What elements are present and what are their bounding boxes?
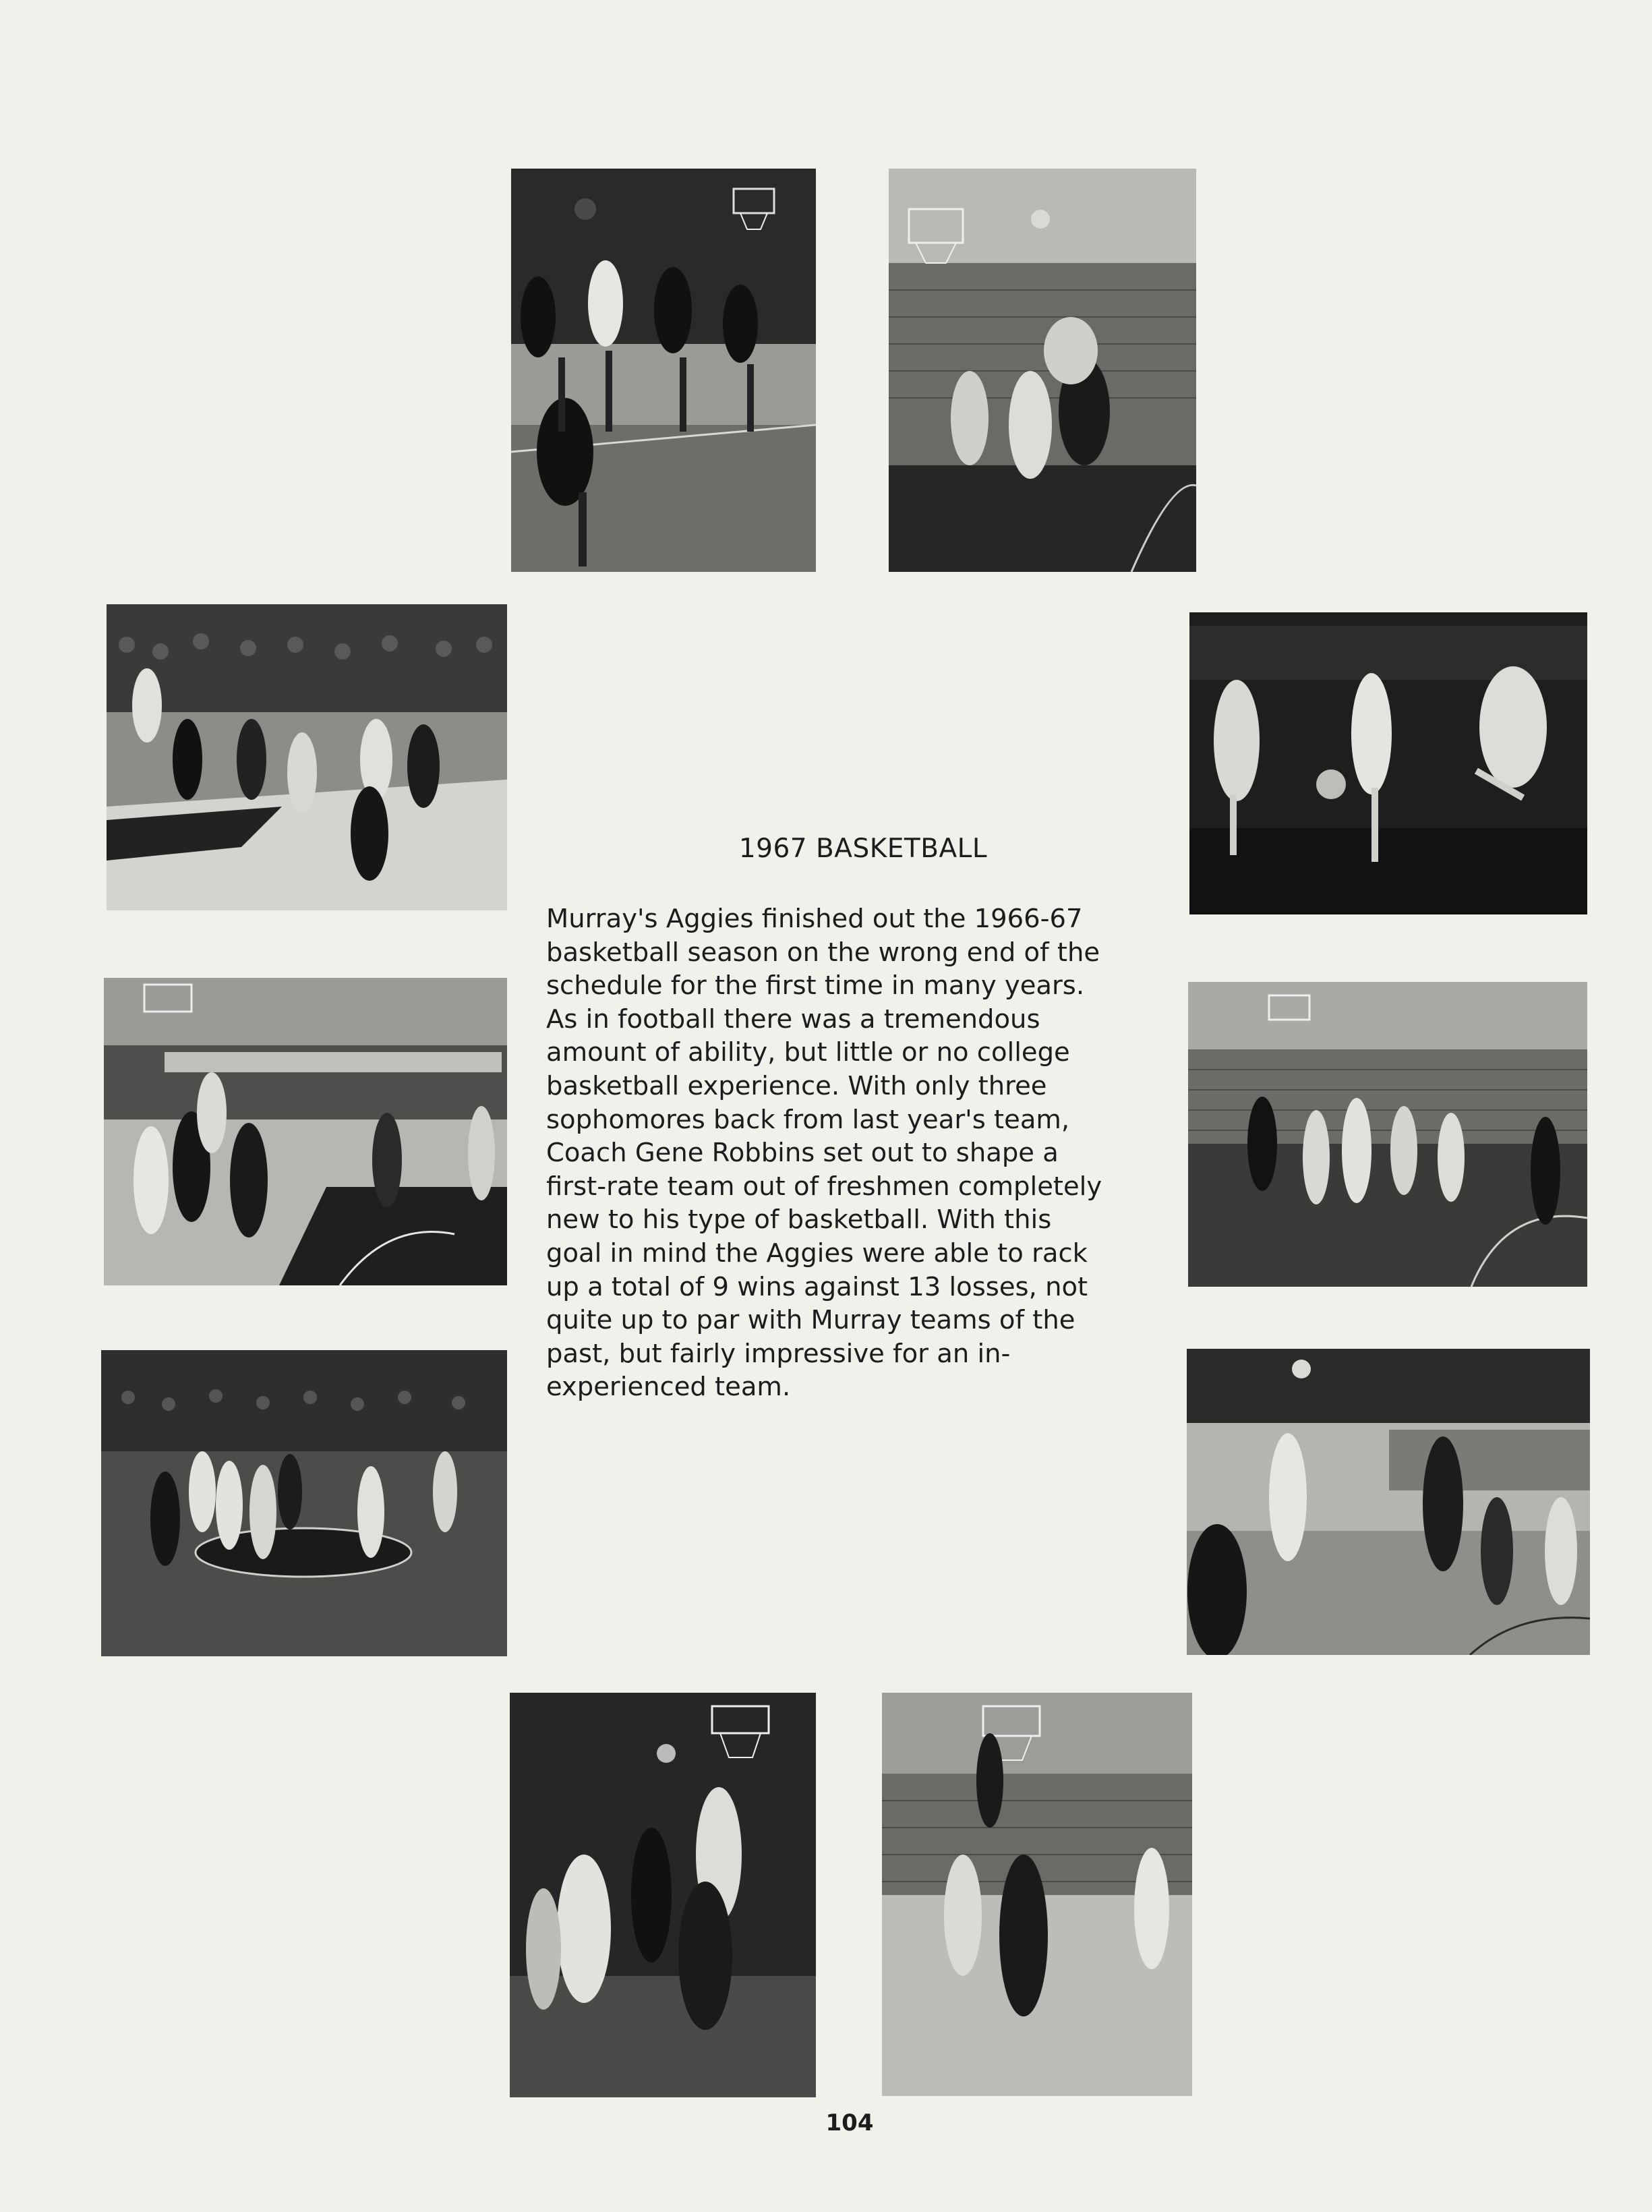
- article-line: first-rate team out of freshmen completely: [546, 1171, 1102, 1202]
- article-line: new to his type of basketball. With this: [546, 1204, 1052, 1235]
- photo-jump-shot-crowd: [107, 604, 507, 910]
- photo-1-scene: [511, 169, 816, 572]
- photo-3-scene: [107, 604, 507, 910]
- article-line: experienced team.: [546, 1372, 791, 1403]
- photo-contested-shot: [1187, 1349, 1590, 1655]
- photo-free-throw-lane-action: [104, 978, 507, 1285]
- article-title: 1967 BASKETBALL: [738, 834, 988, 864]
- photo-jump-ball: [882, 1693, 1192, 2096]
- article-line: past, but fairly impressive for an in-: [546, 1338, 1011, 1369]
- photo-6-scene: [1188, 982, 1587, 1287]
- photo-dribble-drive: [1189, 612, 1587, 914]
- photo-10-scene: [882, 1693, 1192, 2096]
- article-line: As in football there was a tremendous: [546, 1003, 1040, 1035]
- article-line: up a total of 9 wins against 13 losses, not: [546, 1271, 1088, 1302]
- photo-9-scene: [510, 1693, 816, 2097]
- photo-2-scene: [889, 169, 1196, 572]
- article-line: basketball season on the wrong end of the: [546, 937, 1100, 968]
- photo-5-scene: [104, 978, 507, 1285]
- article-line: sophomores back from last year's team,: [546, 1104, 1070, 1135]
- photo-loose-ball-scramble: [889, 169, 1196, 572]
- photo-7-scene: [101, 1350, 507, 1656]
- photo-4-scene: [1189, 612, 1587, 914]
- article-line: Coach Gene Robbins set out to shape a: [546, 1138, 1059, 1169]
- photo-rebound-under-basket: [511, 169, 816, 572]
- article-line: quite up to par with Murray teams of the: [546, 1305, 1075, 1336]
- article-line: goal in mind the Aggies were able to rack: [546, 1238, 1088, 1269]
- article-line: schedule for the first time in many years.: [546, 970, 1085, 1001]
- page-number: 104: [825, 2109, 874, 2136]
- article-line: amount of ability, but little or no college: [546, 1037, 1070, 1068]
- article-line: basketball experience. With only three: [546, 1070, 1047, 1101]
- photo-half-court-play: [101, 1350, 507, 1656]
- article-body: [546, 902, 1180, 1404]
- photo-wing-shot: [1188, 982, 1587, 1287]
- photo-rebound-battle: [510, 1693, 816, 2097]
- article-line: Murray's Aggies finished out the 1966-67: [546, 904, 1083, 934]
- photo-8-scene: [1187, 1349, 1590, 1655]
